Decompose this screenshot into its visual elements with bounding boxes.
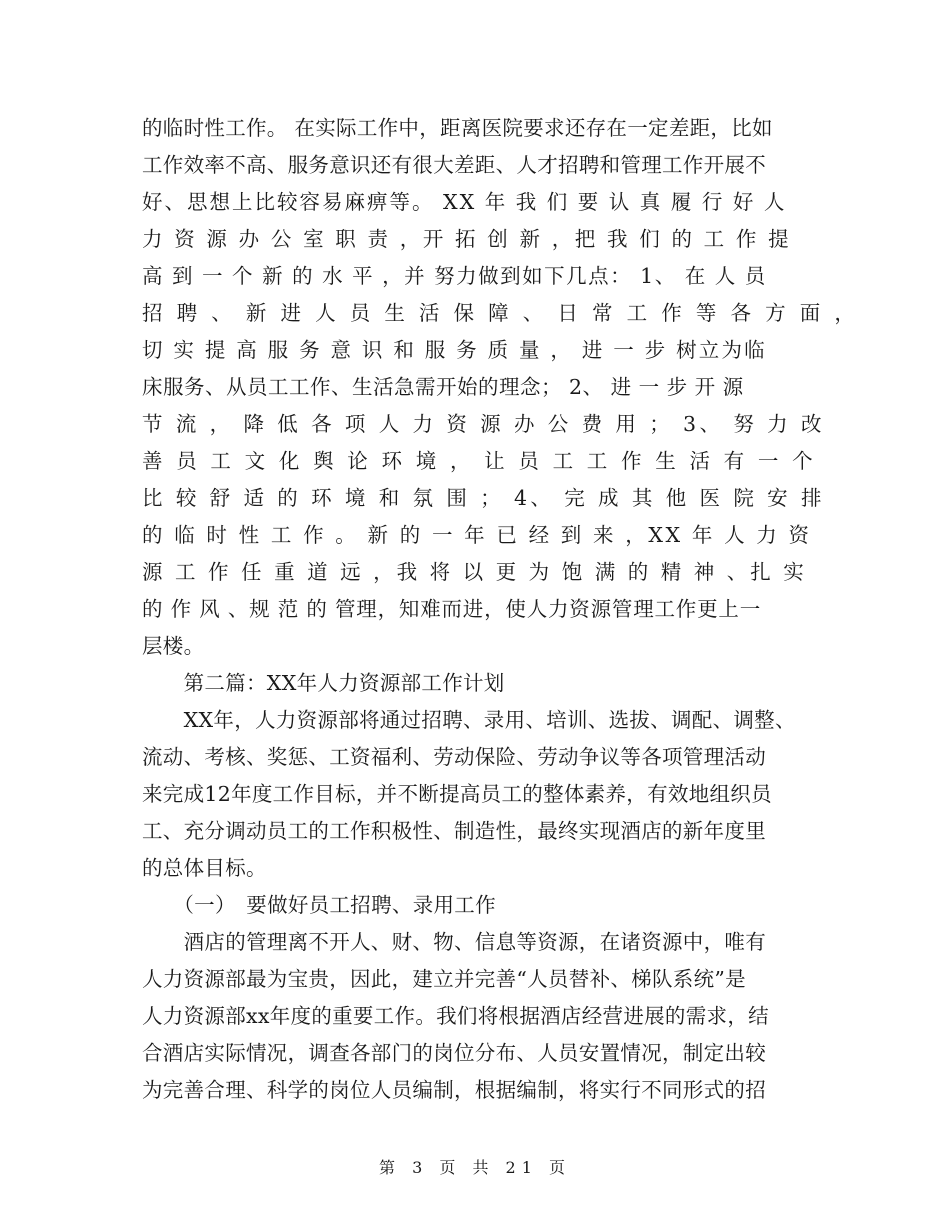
body-line: XX年，人力资源部将通过招聘、录用、培训、选拔、调配、调整、 — [142, 708, 796, 732]
body-line: 的总体目标。 — [142, 856, 267, 880]
body-line: 高 到 一 个 新 的 水 平 ，并 努力做到如下几点： 1、 在 人 员 — [142, 264, 767, 288]
body-line: 来完成12年度工作目标，并不断提高员工的整体素养，有效地组织员 — [142, 782, 772, 806]
body-line: 酒店的管理离不开人、财、物、信息等资源，在诸资源中，唯有 — [142, 930, 766, 954]
body-line: 的临时性工作。 在实际工作中，距离医院要求还存在一定差距，比如 — [142, 116, 773, 140]
body-line: 的 作 风 、规 范 的 管理，知难而进，使人力资源管理工作更上一 — [142, 597, 761, 621]
body-line: 力 资 源 办 公 室 职 责 ，开 拓 创 新 ，把 我 们 的 工 作 提 — [142, 227, 792, 251]
body-line: 床服务、从员工工作、生活急需开始的理念； 2、 进 一 步 开 源 — [142, 375, 744, 399]
body-line: 人力资源部xx年度的重要工作。我们将根据酒店经营进展的需求，结 — [142, 1004, 769, 1028]
body-line: 源 工 作 任 重 道 远 ，我 将 以 更 为 饱 满 的 精 神 、扎 实 — [142, 560, 807, 584]
subsection-heading: （一） 要做好员工招聘、录用工作 — [142, 893, 496, 917]
body-line: 工、充分调动员工的工作积极性、制造性，最终实现酒店的新年度里 — [142, 819, 766, 843]
body-line: 工作效率不高、服务意识还有很大差距、人才招聘和管理工作开展不 — [142, 153, 766, 177]
body-line: 招 聘 、 新 进 人 员 生 活 保 障 、 日 常 工 作 等 各 方 面 ， — [142, 301, 859, 325]
body-line: 为完善合理、科学的岗位人员编制，根据编制，将实行不同形式的招 — [142, 1078, 766, 1102]
body-line: 合酒店实际情况，调查各部门的岗位分布、人员安置情况，制定出较 — [142, 1041, 766, 1065]
body-line: 好、思想上比较容易麻痹等。 XX 年 我 们 要 认 真 履 行 好 人 — [142, 190, 787, 214]
body-line: 切 实 提 高 服 务 意 识 和 服 务 质 量 ， 进 一 步 树立为临 — [142, 338, 767, 362]
body-line: 流动、考核、奖惩、工资福利、劳动保险、劳动争议等各项管理活动 — [142, 745, 766, 769]
page-number-footer: 第 3 页 共 21 页 — [379, 1158, 571, 1177]
body-line: 节 流 ， 降 低 各 项 人 力 资 源 办 公 费 用 ； 3、 努 力 改 — [142, 412, 825, 436]
body-line: 层楼。 — [142, 634, 205, 658]
body-line: 比 较 舒 适 的 环 境 和 氛 围 ； 4、 完 成 其 他 医 院 安 排 — [142, 486, 825, 510]
body-line: 善 员 工 文 化 舆 论 环 境 ， 让 员 工 工 作 生 活 有 一 个 — [142, 449, 817, 473]
body-line: 人力资源部最为宝贵，因此，建立并完善“人员替补、梯队系统”是 — [142, 967, 746, 991]
section-heading: 第二篇：XX年人力资源部工作计划 — [142, 671, 505, 695]
body-line: 的 临 时 性 工 作 。 新 的 一 年 已 经 到 来 ，XX 年 人 力 资 — [142, 523, 812, 547]
